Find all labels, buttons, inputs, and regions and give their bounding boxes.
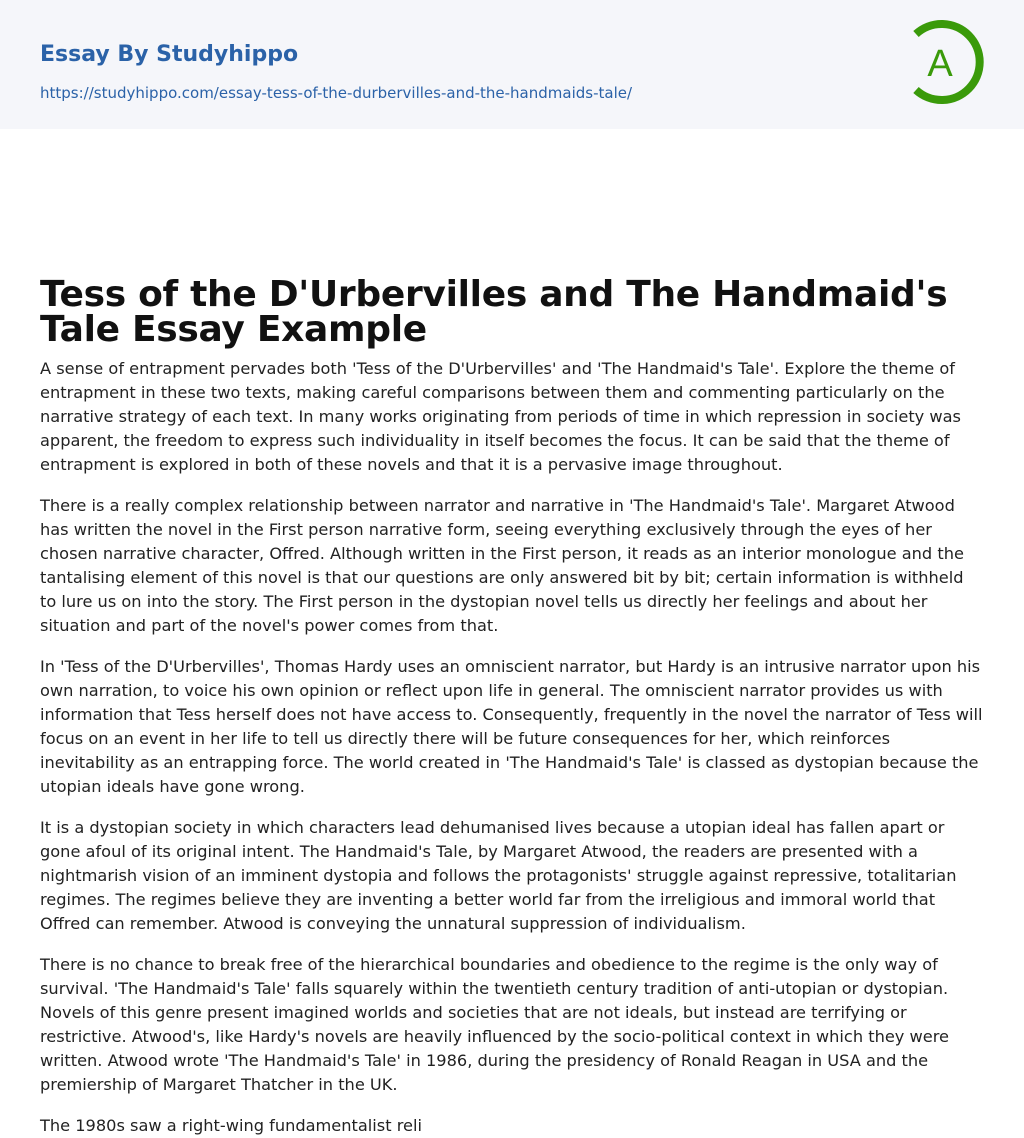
essay-paragraph-truncated: The 1980s saw a right-wing fundamentalist reli bbox=[40, 1116, 422, 1135]
essay-paragraph: A sense of entrapment pervades both 'Tess of the D'Urbervilles' and 'The Handmaid's Tale'. Explore the theme of entrapment in these two texts, making careful comparisons between them and commenting particularly on the narrative strategy of each text. In many works originating from periods of time in which repression in society was apparent, the freedom to express such individuality in itself becomes the focus. It can be said that the theme of entrapment is explored in both of these novels and that it is a pervasive image throughout. bbox=[40, 359, 961, 474]
site-header bbox=[0, 0, 1024, 129]
essay-paragraph: It is a dystopian society in which characters lead dehumanised lives because a utopian ideal has fallen apart or gone afoul of its original intent. The Handmaid's Tale, by Margaret Atwood, the readers are presented with a nightmarish vision of an imminent dystopia and follows the protagonists' struggle against repressive, totalitarian regimes. The regimes believe they are inventing a better world far from the irreligious and immoral world that Offred can remember. Atwood is conveying the unnatural suppression of individualism. bbox=[40, 818, 957, 933]
page-title: Tess of the D'Urbervilles and The Handmaid's Tale Essay Example bbox=[40, 274, 948, 350]
studyhippo-logo-icon[interactable] bbox=[902, 18, 988, 106]
brand-title: Essay By Studyhippo bbox=[40, 42, 299, 67]
essay-paragraph: In 'Tess of the D'Urbervilles', Thomas Hardy uses an omniscient narrator, but Hardy is an intrusive narrator upon his own narration, to voice his own opinion or reflect upon life in general. The omniscient narrator provides us with information that Tess herself does not have access to. Consequently, frequently in the novel the narrator of Tess will focus on an event in her life to tell us directly there will be future consequences for her, which reinforces inevitability as an entrapping force. The world created in 'The Handmaid's Tale' is classed as dystopian because the utopian ideals have gone wrong. bbox=[40, 657, 983, 796]
essay-body bbox=[0, 347, 1024, 1138]
essay-url-link[interactable]: https://studyhippo.com/essay-tess-of-the-durbervilles-and-the-handmaids-tale/ bbox=[40, 84, 633, 102]
essay-paragraph: There is a really complex relationship between narrator and narrative in 'The Handmaid's Tale'. Margaret Atwood has written the novel in the First person narrative form, seeing everything exclusively through the eyes of her chosen narrative character, Offred. Although written in the First person, it reads as an interior monologue and the tantalising element of this novel is that our questions are only answered bit by bit; certain information is withheld to lure us on into the story. The First person in the dystopian novel tells us directly her feelings and about her situation and part of the novel's power comes from that. bbox=[40, 496, 964, 635]
essay-paragraph: There is no chance to break free of the hierarchical boundaries and obedience to the regime is the only way of survival. 'The Handmaid's Tale' falls squarely within the twentieth century tradition of anti-utopian or dystopian. Novels of this genre present imagined worlds and societies that are not ideals, but instead are terrifying or restrictive. Atwood's, like Hardy's novels are heavily influenced by the socio-political context in which they were written. Atwood wrote 'The Handmaid's Tale' in 1986, during the presidency of Ronald Reagan in USA and the premiership of Margaret Thatcher in the UK. bbox=[40, 955, 949, 1094]
logo-letter: A bbox=[927, 43, 953, 85]
